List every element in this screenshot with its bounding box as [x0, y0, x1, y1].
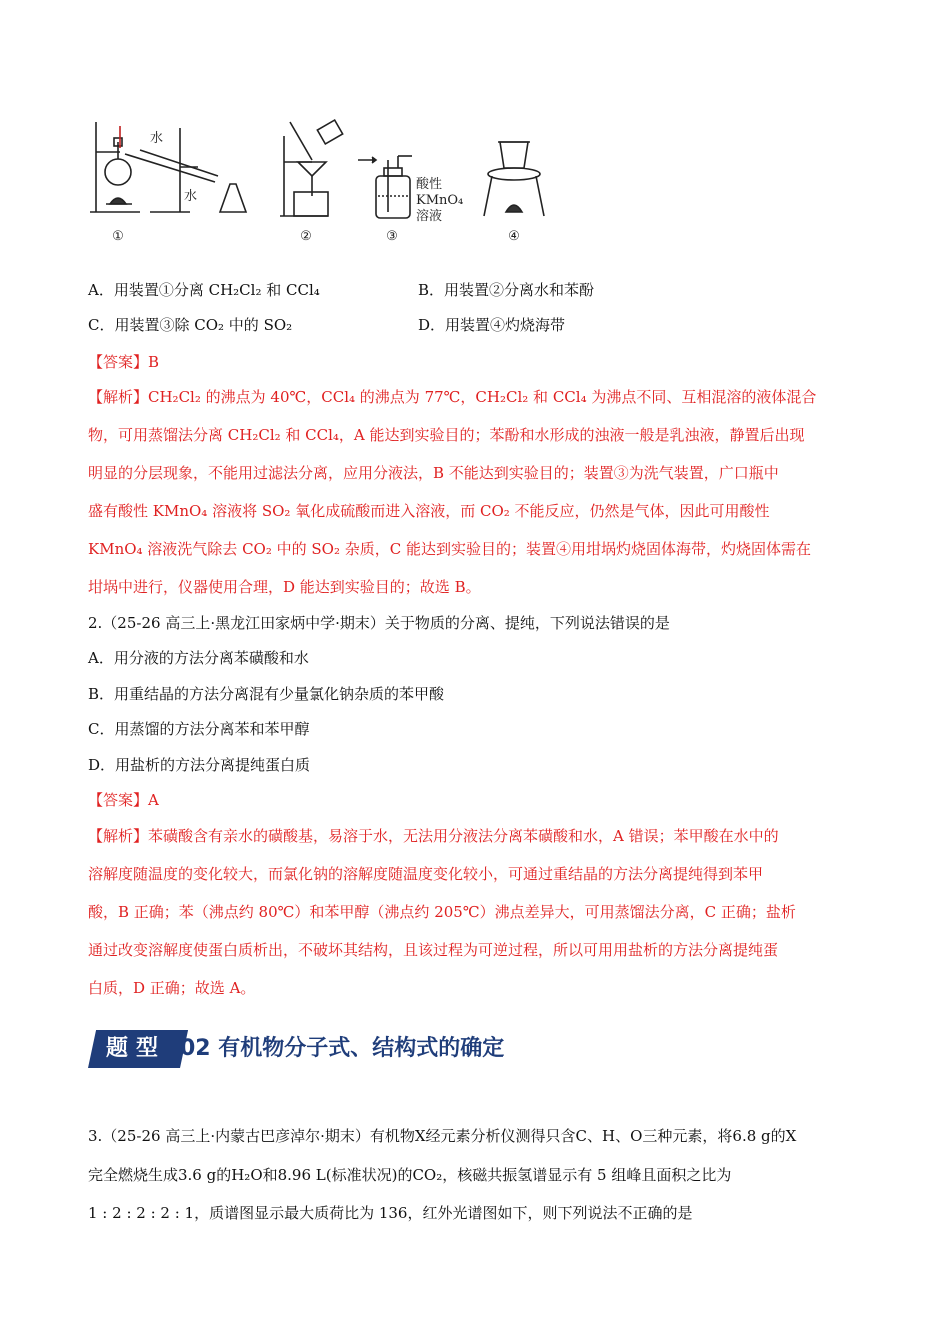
- q1-option-c: C．用装置③除 CO₂ 中的 SO₂: [88, 316, 293, 334]
- figure-label-1: ①: [112, 229, 124, 244]
- q1-analysis-line: KMnO₄ 溶液洗气除去 CO₂ 中的 SO₂ 杂质，C 能达到实验目的；装置④用坩埚灼烧固体海带，灼烧固体需在: [88, 540, 811, 558]
- q3-line: 3.（25-26 高三上·内蒙古巴彦淖尔·期末）有机物X经元素分析仪测得只含C、H、O三种元素，将6.8 g的X: [88, 1127, 797, 1145]
- figure-label-4: ④: [508, 229, 520, 244]
- gas-washing-bottle: [358, 156, 412, 218]
- apparatus-figure: [80, 112, 560, 247]
- reagent-label-2: KMnO₄: [416, 193, 464, 208]
- distillation-apparatus: [90, 122, 246, 212]
- water-out-label: 水: [184, 189, 198, 204]
- q2-option: C．用蒸馏的方法分离苯和苯甲醇: [88, 720, 310, 738]
- q3-line: 完全燃烧生成3.6 g的H₂O和8.96 L(标准状况)的CO₂，核磁共振氢谱显示有 5 组峰且面积之比为: [88, 1166, 732, 1184]
- q1-option-d: D．用装置④灼烧海带: [418, 316, 566, 334]
- section-badge: 题型: [105, 1036, 166, 1061]
- section-title: 02 有机物分子式、结构式的确定: [180, 1036, 505, 1061]
- q2-stem: 2.（25-26 高三上·黑龙江田家炳中学·期末）关于物质的分离、提纯，下列说法错误的是: [88, 614, 670, 632]
- figure-label-2: ②: [300, 229, 312, 244]
- filtration-apparatus: [280, 120, 343, 216]
- q2-option: D．用盐析的方法分离提纯蛋白质: [88, 756, 311, 774]
- q2-analysis-line: 白质，D 正确；故选 A。: [88, 979, 256, 997]
- q1-analysis-line: 物，可用蒸馏法分离 CH₂Cl₂ 和 CCl₄，A 能达到实验目的；苯酚和水形成的浊液一般是乳浊液，静置后出现: [88, 426, 805, 444]
- q1-analysis-line: 盛有酸性 KMnO₄ 溶液将 SO₂ 氧化成硫酸而进入溶液，而 CO₂ 不能反应，仍然是气体，因此可用酸性: [88, 502, 770, 520]
- q1-option-a: A．用装置①分离 CH₂Cl₂ 和 CCl₄: [88, 281, 320, 299]
- q1-option-b: B．用装置②分离水和苯酚: [418, 281, 595, 299]
- q1-analysis-line: 【解析】CH₂Cl₂ 的沸点为 40℃，CCl₄ 的沸点为 77℃，CH₂Cl₂ 和 CCl₄ 为沸点不同、互相混溶的液体混合: [88, 388, 817, 406]
- q1-analysis-line: 坩埚中进行，仪器使用合理，D 能达到实验目的；故选 B。: [88, 578, 481, 596]
- q2-analysis-line: 通过改变溶解度使蛋白质析出，不破坏其结构，且该过程为可逆过程，所以可用用盐析的方法分离提纯蛋: [88, 941, 779, 959]
- q1-analysis-line: 明显的分层现象，不能用过滤法分离，应用分液法，B 不能达到实验目的；装置③为洗气装置，广口瓶中: [88, 464, 779, 482]
- water-in-label: 水: [150, 131, 164, 146]
- q3-line: 1 : 2 : 2 : 2 : 1，质谱图显示最大质荷比为 136，红外光谱图如下，则下列说法不正确的是: [88, 1204, 693, 1222]
- q2-option: B．用重结晶的方法分离混有少量氯化钠杂质的苯甲酸: [88, 685, 445, 703]
- q2-option: A．用分液的方法分离苯磺酸和水: [88, 649, 309, 667]
- q2-analysis-line: 溶解度随温度的变化较大，而氯化钠的溶解度随温度变化较小，可通过重结晶的方法分离提纯得到苯甲: [88, 865, 764, 883]
- q2-analysis-line: 酸，B 正确；苯（沸点约 80℃）和苯甲醇（沸点约 205℃）沸点差异大，可用蒸馏法分离，C 正确；盐析: [88, 903, 796, 921]
- crucible-apparatus: [484, 142, 544, 216]
- q2-analysis-line: 【解析】苯磺酸含有亲水的磺酸基，易溶于水，无法用分液法分离苯磺酸和水，A 错误；苯甲酸在水中的: [88, 827, 779, 845]
- q2-answer: 【答案】A: [88, 791, 159, 809]
- figure-label-3: ③: [386, 229, 398, 244]
- reagent-label-3: 溶液: [416, 209, 443, 224]
- reagent-label-1: 酸性: [416, 177, 443, 192]
- q1-answer: 【答案】B: [88, 353, 160, 371]
